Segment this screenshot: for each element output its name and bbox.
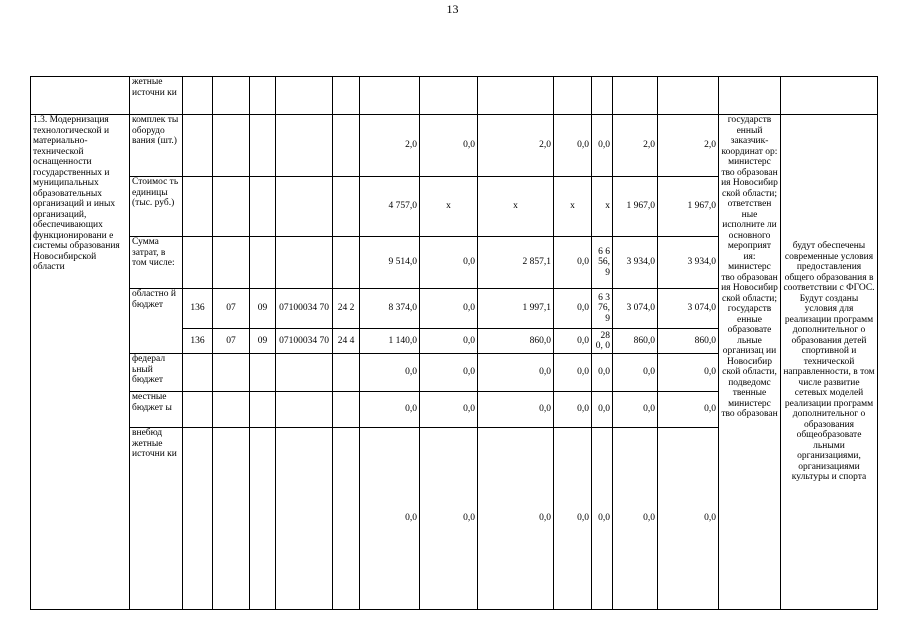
value-cell: 0,0	[420, 115, 478, 177]
value-cell: 0,0	[613, 392, 658, 428]
value-cell: 860,0	[478, 329, 554, 354]
value-cell: 4 757,0	[360, 177, 420, 237]
rz-cell	[213, 392, 250, 428]
value-cell: 280, 0	[592, 329, 613, 354]
value-cell: 6 376, 9	[592, 289, 613, 329]
value-cell: х	[554, 177, 592, 237]
measure-name: 1.3. Модернизация технологической и материально-технической оснащенности государственных и муниципальных образовательных организаций и иных организаций, обеспечивающих функционировани е системы образования Новосибирской области	[31, 115, 130, 610]
pr-cell: 09	[250, 329, 276, 354]
vr-cell	[333, 177, 360, 237]
pr-cell	[250, 237, 276, 289]
value-cell: 0,0	[478, 428, 554, 610]
csr-cell	[276, 354, 333, 392]
value-cell: 1 967,0	[613, 177, 658, 237]
value-cell: 3 934,0	[613, 237, 658, 289]
value-cell: 2,0	[360, 115, 420, 177]
vr-cell	[333, 237, 360, 289]
value-cell: 860,0	[613, 329, 658, 354]
value-cell: 0,0	[554, 354, 592, 392]
value-cell: 0,0	[554, 329, 592, 354]
rz-cell: 07	[213, 329, 250, 354]
csr-cell	[276, 428, 333, 610]
value-cell: 0,0	[360, 354, 420, 392]
value-cell: 0,0	[478, 392, 554, 428]
grbs-cell	[183, 354, 213, 392]
indicator-label: внебюд жетные источни ки	[130, 428, 183, 610]
indicator-label: местные бюджет ы	[130, 392, 183, 428]
grbs-cell: 136	[183, 289, 213, 329]
csr-cell	[276, 392, 333, 428]
pr-cell	[250, 177, 276, 237]
value-cell: 0,0	[613, 354, 658, 392]
value-cell: 0,0	[592, 392, 613, 428]
value-cell: 2 857,1	[478, 237, 554, 289]
value-cell: х	[420, 177, 478, 237]
csr-cell	[276, 177, 333, 237]
value-cell: 8 374,0	[360, 289, 420, 329]
value-cell: 1 140,0	[360, 329, 420, 354]
indicator-label: федерал ьный бюджет	[130, 354, 183, 392]
value-cell: 1 967,0	[658, 177, 719, 237]
pr-cell	[250, 392, 276, 428]
value-cell: 0,0	[613, 428, 658, 610]
source-label: жетные источни ки	[130, 77, 183, 115]
vr-cell	[333, 428, 360, 610]
value-cell: 0,0	[420, 428, 478, 610]
value-cell: 0,0	[420, 329, 478, 354]
value-cell: 0,0	[554, 289, 592, 329]
pr-cell	[250, 428, 276, 610]
csr-cell: 07100034 70	[276, 289, 333, 329]
value-cell: 0,0	[658, 428, 719, 610]
grbs-cell	[183, 428, 213, 610]
vr-cell	[333, 392, 360, 428]
value-cell: 860,0	[658, 329, 719, 354]
value-cell: х	[592, 177, 613, 237]
measure-cell-prev	[31, 77, 130, 115]
rz-cell	[213, 177, 250, 237]
rz-cell	[213, 428, 250, 610]
grbs-cell: 136	[183, 329, 213, 354]
value-cell: 2,0	[613, 115, 658, 177]
table-body	[31, 77, 878, 610]
value-cell: 3 074,0	[613, 289, 658, 329]
rz-cell	[213, 354, 250, 392]
pr-cell	[250, 354, 276, 392]
grbs-cell	[183, 115, 213, 177]
csr-cell	[276, 237, 333, 289]
value-cell: 1 997,1	[478, 289, 554, 329]
value-cell: 0,0	[360, 428, 420, 610]
value-cell: 0,0	[420, 392, 478, 428]
vr-cell	[333, 115, 360, 177]
rz-cell: 07	[213, 289, 250, 329]
grbs-cell	[183, 177, 213, 237]
indicator-label: Сумма затрат, в том числе:	[130, 237, 183, 289]
grbs-cell	[183, 392, 213, 428]
page-number: 13	[446, 2, 459, 16]
value-cell: 0,0	[592, 115, 613, 177]
value-cell: 2,0	[658, 115, 719, 177]
pr-cell	[250, 115, 276, 177]
result-cell: будут обеспечены современные условия предоставления общего образования в соответствии с ФГОС. Будут созданы условия для реализации программ дополнительног о образования детей спортивной и технической направленности, в том числе развитие сетевых моделей реализации программ дополнительног о образования общеобразовате льными организациями, организациями культуры и спорта	[781, 115, 878, 610]
value-cell: 0,0	[658, 354, 719, 392]
rz-cell	[213, 115, 250, 177]
vr-cell: 24 2	[333, 289, 360, 329]
vr-cell: 24 4	[333, 329, 360, 354]
csr-cell: 07100034 70	[276, 329, 333, 354]
responsible-cell: государств енный заказчик-координат ор: министерс тво образован ия Новосибир ской области; ответствен ные исполните ли основного мероприят ия: министерс тво образован ия Новосибир ской области; государств енные образовате льные организац ии Новосибир ской области, подведомс твенные министерс тво образован	[719, 115, 781, 610]
csr-cell	[276, 115, 333, 177]
indicator-label: Стоимос ть единицы (тыс. руб.)	[130, 177, 183, 237]
value-cell: 0,0	[360, 392, 420, 428]
table-row	[31, 115, 878, 177]
grbs-cell	[183, 237, 213, 289]
indicator-label: областно й бюджет	[130, 289, 183, 354]
value-cell: 6 656, 9	[592, 237, 613, 289]
value-cell: 3 074,0	[658, 289, 719, 329]
indicator-label: комплек ты оборудо вания (шт.)	[130, 115, 183, 177]
value-cell: 0,0	[420, 237, 478, 289]
value-cell: 0,0	[592, 354, 613, 392]
budget-table	[30, 76, 878, 610]
rz-cell	[213, 237, 250, 289]
value-cell: 3 934,0	[658, 237, 719, 289]
value-cell: 0,0	[420, 289, 478, 329]
value-cell: х	[478, 177, 554, 237]
value-cell: 9 514,0	[360, 237, 420, 289]
value-cell: 0,0	[478, 354, 554, 392]
value-cell: 0,0	[592, 428, 613, 610]
vr-cell	[333, 354, 360, 392]
value-cell: 0,0	[420, 354, 478, 392]
value-cell: 0,0	[554, 237, 592, 289]
value-cell: 0,0	[554, 428, 592, 610]
value-cell: 2,0	[478, 115, 554, 177]
pr-cell: 09	[250, 289, 276, 329]
value-cell: 0,0	[554, 392, 592, 428]
value-cell: 0,0	[658, 392, 719, 428]
table-row	[31, 77, 878, 115]
value-cell: 0,0	[554, 115, 592, 177]
